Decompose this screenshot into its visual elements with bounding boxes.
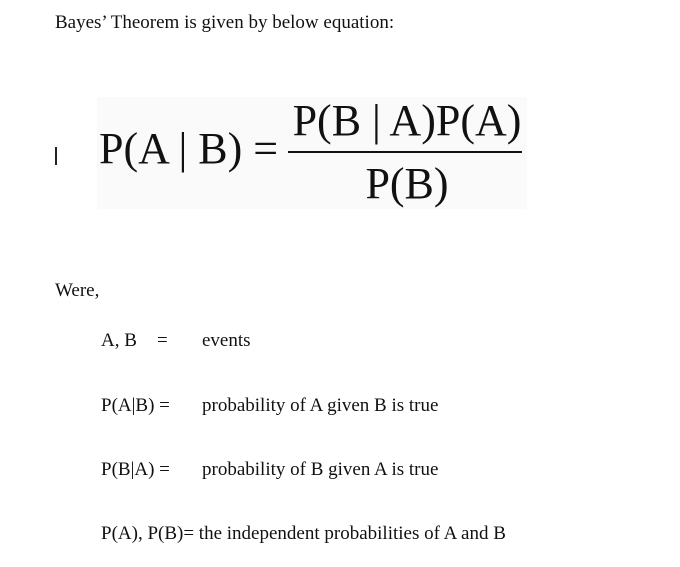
text-cursor <box>55 147 57 165</box>
bayes-equation-image <box>97 97 527 209</box>
definition-desc-p-b-given-a: probability of B given A is true <box>202 459 439 480</box>
definition-term-p-b-given-a: P(B|A) = <box>101 459 170 480</box>
definition-term-p-a-given-b: P(A|B) = <box>101 395 170 416</box>
definition-desc-p-a-given-b: probability of A given B is true <box>202 395 439 416</box>
equation-lhs: P(A | B) = <box>99 124 279 173</box>
equation-denominator: P(B) <box>365 159 449 208</box>
definition-independent-probabilities: P(A), P(B)= the independent probabilities of A and B <box>101 523 506 544</box>
definition-equals-sign: = <box>157 330 168 351</box>
fraction-bar <box>288 151 522 153</box>
definition-desc-events: events <box>202 330 251 351</box>
equation-numerator: P(B | A)P(A) <box>292 96 522 145</box>
where-label: Were, <box>55 280 100 301</box>
definition-term-events: A, B <box>101 330 137 351</box>
intro-text: Bayes’ Theorem is given by below equation: <box>55 12 395 33</box>
